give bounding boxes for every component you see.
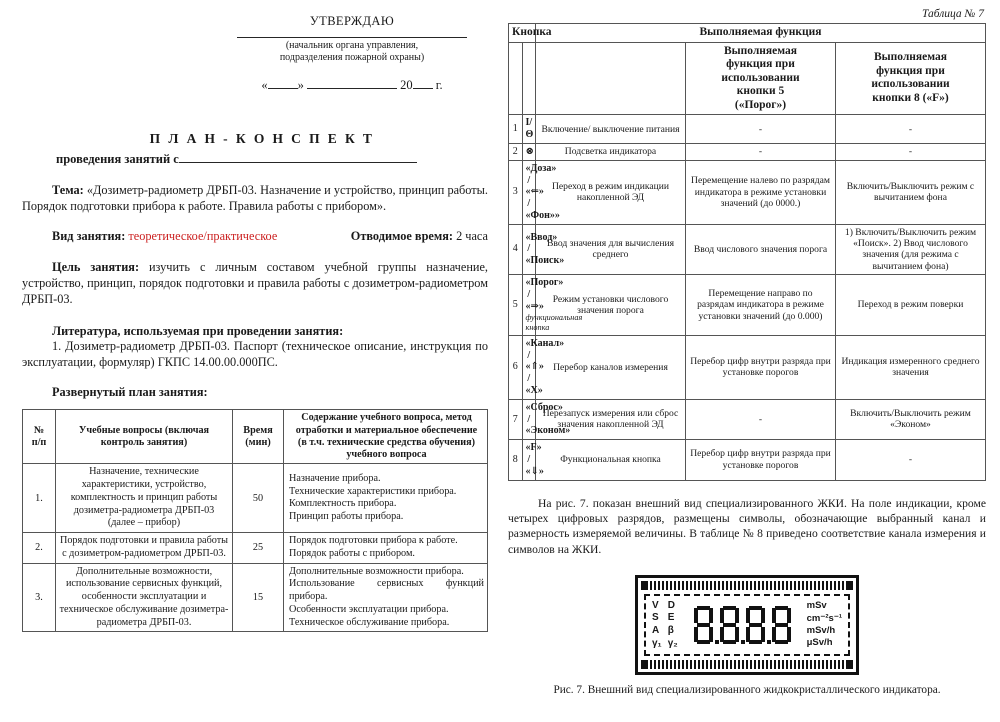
lcd-decimal-point-3 <box>767 640 771 644</box>
table-header-row <box>509 24 986 43</box>
document-subtitle-label: проведения занятий с <box>56 151 179 166</box>
lcd-symbol-v: V <box>652 599 659 611</box>
row-porog-function: Перемещение налево по разрядам индикатора в режиме установки значений (до 0000.) <box>686 160 836 224</box>
topic-label: Тема: <box>52 182 84 197</box>
col-header-content <box>284 410 488 464</box>
row-button-label <box>522 275 583 336</box>
row-index: 6 <box>509 335 523 399</box>
row-button-label: «F» / «⇓» <box>522 440 536 480</box>
goal-text: изучить с личным составом учебной группы назначение, устройство, принцип, порядок подготовки и правила работы с дозиметром-радиометром ДРБП-03. <box>22 259 489 306</box>
row-porog-function: - <box>686 399 836 439</box>
lcd-digit-4 <box>772 606 791 644</box>
row-number: 1. <box>23 464 56 533</box>
row-index: 1 <box>509 115 523 144</box>
lcd-symbol-gamma1: γ₁ <box>652 637 662 649</box>
date-year-blank <box>413 88 433 89</box>
col-header-button: Кнопка <box>509 24 536 43</box>
row-function: Функциональная кнопка <box>536 440 686 480</box>
col-subheader-button-blank <box>522 42 536 115</box>
lesson-plan-table <box>22 409 488 632</box>
table-row <box>509 275 986 336</box>
row-porog-function: - <box>686 115 836 144</box>
goal-paragraph <box>22 260 488 308</box>
col-header-number <box>23 410 56 464</box>
row-question: Дополнительные возможности, использование сервисных функций, особенности эксплуатации и техническое обслуживание дозиметра-радиометра ДРБП-03. <box>56 563 233 632</box>
row-porog-function: Перебор цифр внутри разряда при установке порогов <box>686 335 836 399</box>
row-content <box>284 464 488 533</box>
row-fkey-function: - <box>836 143 986 160</box>
lcd-seven-segment-digits <box>694 606 791 644</box>
row-function: Переход в режим индикации накопленной ЭД <box>536 160 686 224</box>
row-function: Перебор каналов измерения <box>536 335 686 399</box>
content-line: Использование сервисных функций прибора. <box>289 578 484 603</box>
lcd-digit-1 <box>694 606 713 644</box>
table-caption: Таблица № 7 <box>922 8 984 20</box>
row-button-sublabel: функциональная кнопка <box>525 313 583 333</box>
row-time: 25 <box>233 533 284 564</box>
row-fkey-function: Переход в режим поверки <box>836 275 986 336</box>
porog-head-l3: использовании <box>721 71 800 84</box>
row-function: Режим установки числового значения порога <box>536 275 686 336</box>
lcd-decimal-point-1 <box>715 640 719 644</box>
row-function: Перезапуск измерения или сброс значения накопленной ЭД <box>536 399 686 439</box>
lcd-unit-msv: mSv <box>806 600 827 612</box>
lcd-symbol-a: A <box>652 625 660 637</box>
topic-paragraph <box>22 183 488 215</box>
row-button-label: ⊗ <box>522 143 536 160</box>
lcd-symbol-group <box>652 600 678 651</box>
content-line: Назначение прибора. <box>289 472 381 484</box>
document-subtitle <box>22 152 488 167</box>
lesson-type-row <box>22 229 488 244</box>
table-row <box>509 160 986 224</box>
lcd-symbol-column-1 <box>652 600 662 651</box>
content-line: Техническое обслуживание прибора. <box>289 616 450 628</box>
row-fkey-function: 1) Включить/Выключить режим «Поиск». 2) Ввод числового значения (для режима с вычитанием фона) <box>836 224 986 274</box>
row-index: 2 <box>509 143 523 160</box>
row-button-label: «Канал» / «⇑» / «X» <box>522 335 536 399</box>
row-number: 2. <box>23 533 56 564</box>
col-header-number-l1: № <box>33 424 45 436</box>
button-function-table <box>508 23 986 481</box>
figure-caption: Рис. 7. Внешний вид специализированного жидкокристаллического индикатора. <box>553 684 941 697</box>
row-function: Подсветка индикатора <box>536 143 686 160</box>
row-time: 50 <box>233 464 284 533</box>
content-line: Порядок подготовки прибора к работе. <box>289 535 458 547</box>
table-row <box>509 224 986 274</box>
col-header-content-l3: (в т.ч. технические средства обучения) <box>297 436 476 448</box>
row-question: Порядок подготовки и правила работы с дозиметром-радиометром ДРБП-03. <box>56 533 233 564</box>
col-header-time <box>233 410 284 464</box>
content-line: Комплектность прибора. <box>289 498 397 510</box>
row-index: 8 <box>509 440 523 480</box>
fkey-head-l1: Выполняемая <box>873 51 947 64</box>
lcd-display-figure <box>635 575 859 675</box>
approval-subtitle-line1: (начальник органа управления, <box>285 40 419 51</box>
right-column <box>500 0 1000 722</box>
lcd-symbol-d: D <box>667 599 675 611</box>
col-subheader-fkey <box>836 42 986 115</box>
row-index: 5 <box>509 275 523 336</box>
row-content <box>284 533 488 564</box>
content-line: Дополнительные возможности прибора. <box>289 565 464 577</box>
lcd-unit-flux: cm⁻²s⁻¹ <box>806 612 842 624</box>
table-row <box>509 399 986 439</box>
row-number: 3. <box>23 563 56 632</box>
topic-text: «Дозиметр-радиометр ДРБП-03. Назначение и устройство, принцип работы. Порядок подготовки прибора к работе. Правила работы с прибором». <box>22 182 489 213</box>
col-header-time-l1: Время <box>243 424 273 436</box>
lcd-symbol-beta: β <box>667 625 674 637</box>
col-header-questions-l2: контроль занятия) <box>100 436 188 448</box>
date-quote-close: » <box>297 77 304 92</box>
lcd-symbol-column-2 <box>668 600 678 651</box>
lcd-bottom-contacts <box>641 660 853 669</box>
col-header-content-l2: отработки и материальное обеспечение <box>295 424 478 436</box>
table-row <box>509 335 986 399</box>
porog-head-l5: («Порог») <box>734 98 787 111</box>
allotted-time-value: 2 часа <box>456 228 488 243</box>
porog-head-l1: Выполняемая <box>723 44 797 57</box>
date-quote-open: « <box>261 77 268 92</box>
row-fkey-function: - <box>836 440 986 480</box>
col-header-time-l2: (мин) <box>245 436 271 448</box>
lcd-digit-3 <box>746 606 765 644</box>
fkey-head-l4: кнопки 8 («F») <box>872 92 949 105</box>
porog-head-l2: функция при <box>726 58 795 71</box>
row-button-label: «Ввод» / «Поиск» <box>522 224 536 274</box>
page-title: П Л А Н - К О Н С П Е К Т <box>149 130 375 146</box>
content-line: Технические характеристики прибора. <box>289 485 457 497</box>
lcd-digit-2 <box>720 606 739 644</box>
col-subheader-porog <box>686 42 836 115</box>
row-index: 3 <box>509 160 523 224</box>
col-subheader-index-blank <box>509 42 523 115</box>
date-year-suffix: г. <box>435 77 443 92</box>
row-button-label: «Сброс» / «Эконом» <box>522 399 536 439</box>
col-header-questions-l1: Учебные вопросы (включая <box>78 424 210 436</box>
lcd-unit-usv-h: μSv/h <box>806 637 833 649</box>
allotted-time-label: Отводимое время: <box>350 228 453 243</box>
date-year-prefix: 20 <box>400 77 413 92</box>
literature-heading: Литература, используемая при проведении занятия: <box>52 323 344 338</box>
lcd-top-contacts <box>641 581 853 590</box>
approval-signature-rule <box>237 36 467 38</box>
col-subheader-function-blank <box>536 42 686 115</box>
plan-heading: Развернутый план занятия: <box>52 385 208 400</box>
row-porog-function: Перебор цифр внутри разряда при установке порогов <box>686 440 836 480</box>
fkey-head-l3: использовании <box>871 78 950 91</box>
row-function: Включение/ выключение питания <box>536 115 686 144</box>
row-fkey-function: Включить/Выключить режим с вычитанием фона <box>836 160 986 224</box>
fkey-head-l2: функция при <box>876 64 945 77</box>
lcd-unit-msv-h: mSv/h <box>806 625 836 637</box>
row-fkey-function: Включить/Выключить режим «Эконом» <box>836 399 986 439</box>
row-function: Ввод значения для вычисления среднего <box>536 224 686 274</box>
date-month-blank <box>307 88 397 89</box>
lcd-units-group <box>807 600 842 649</box>
lesson-type-group <box>52 229 277 244</box>
content-line: Особенности эксплуатации прибора. <box>289 603 449 615</box>
row-button-label: «Доза» / «⇐» / «Фон»» <box>522 160 536 224</box>
approval-title: УТВЕРЖДАЮ <box>309 14 395 28</box>
lcd-description-paragraph: На рис. 7. показан внешний вид специализированного ЖКИ. На поле индикации, кроме четырех цифровых разрядов, размещены символы, обозначающие выбранный канал и размерность измеряемой величины. В таблице № 8 приведено соответствие канала измерения и символов на ЖКИ. <box>508 496 986 556</box>
col-header-content-l4: учебного вопроса <box>346 449 427 461</box>
row-index: 4 <box>509 224 523 274</box>
row-index: 7 <box>509 399 523 439</box>
row-fkey-function: - <box>836 115 986 144</box>
table-header-row <box>23 410 488 464</box>
goal-label: Цель занятия: <box>52 259 140 274</box>
allotted-time-group <box>351 229 488 244</box>
table-row <box>23 563 488 632</box>
lesson-type-label: Вид занятия: <box>52 228 126 243</box>
porog-head-l4: кнопки 5 <box>736 85 785 98</box>
row-time: 15 <box>233 563 284 632</box>
row-content <box>284 563 488 632</box>
col-header-content-l1: Содержание учебного вопроса, метод <box>301 412 472 424</box>
content-line: Принцип работы прибора. <box>289 511 404 523</box>
lcd-symbol-gamma2: γ₂ <box>667 637 678 649</box>
literature-text: 1. Дозиметр-радиометр ДРБП-03. Паспорт (техническое описание, инструкция по эксплуатации, формуляр) ГКПС 14.00.00.000ПС. <box>22 338 488 369</box>
lcd-symbol-e: E <box>667 612 675 624</box>
row-porog-function: Перемещение направо по разрядам индикатора в режиме установки значений (до 0.000) <box>686 275 836 336</box>
figure-wrapper <box>508 575 986 675</box>
row-porog-function: - <box>686 143 836 160</box>
table-row <box>23 533 488 564</box>
date-day-blank <box>268 88 298 89</box>
lcd-decimal-point-2 <box>741 640 745 644</box>
table-row <box>509 115 986 144</box>
table-row <box>23 464 488 533</box>
lcd-symbol-s: S <box>652 612 659 624</box>
row-question: Назначение, технические характеристики, устройство, комплектность и принцип работы дозиметра-радиометра ДРБП-03 (далее – прибор) <box>56 464 233 533</box>
approval-date-line <box>237 78 467 93</box>
row-fkey-function: Индикация измеренного среднего значения <box>836 335 986 399</box>
lcd-active-field <box>644 594 850 656</box>
content-line: Порядок работы с прибором. <box>289 547 415 559</box>
table-row <box>509 440 986 480</box>
col-header-number-l2: п/п <box>31 436 47 448</box>
lesson-type-value: теоретическое/практическое <box>128 228 278 243</box>
document-subtitle-blank <box>179 162 417 163</box>
row-button-label: I/Θ <box>522 115 536 144</box>
row-porog-function: Ввод числового значения порога <box>686 224 836 274</box>
table-row <box>509 143 986 160</box>
table-subheader-row <box>509 42 986 115</box>
approval-subtitle-line2: подразделения пожарной охраны) <box>279 51 425 63</box>
col-header-function: Выполняемая функция <box>536 24 986 43</box>
row-button-main: «Порог» / «⇒» <box>525 277 564 312</box>
approval-block <box>237 14 467 93</box>
col-header-questions <box>56 410 233 464</box>
